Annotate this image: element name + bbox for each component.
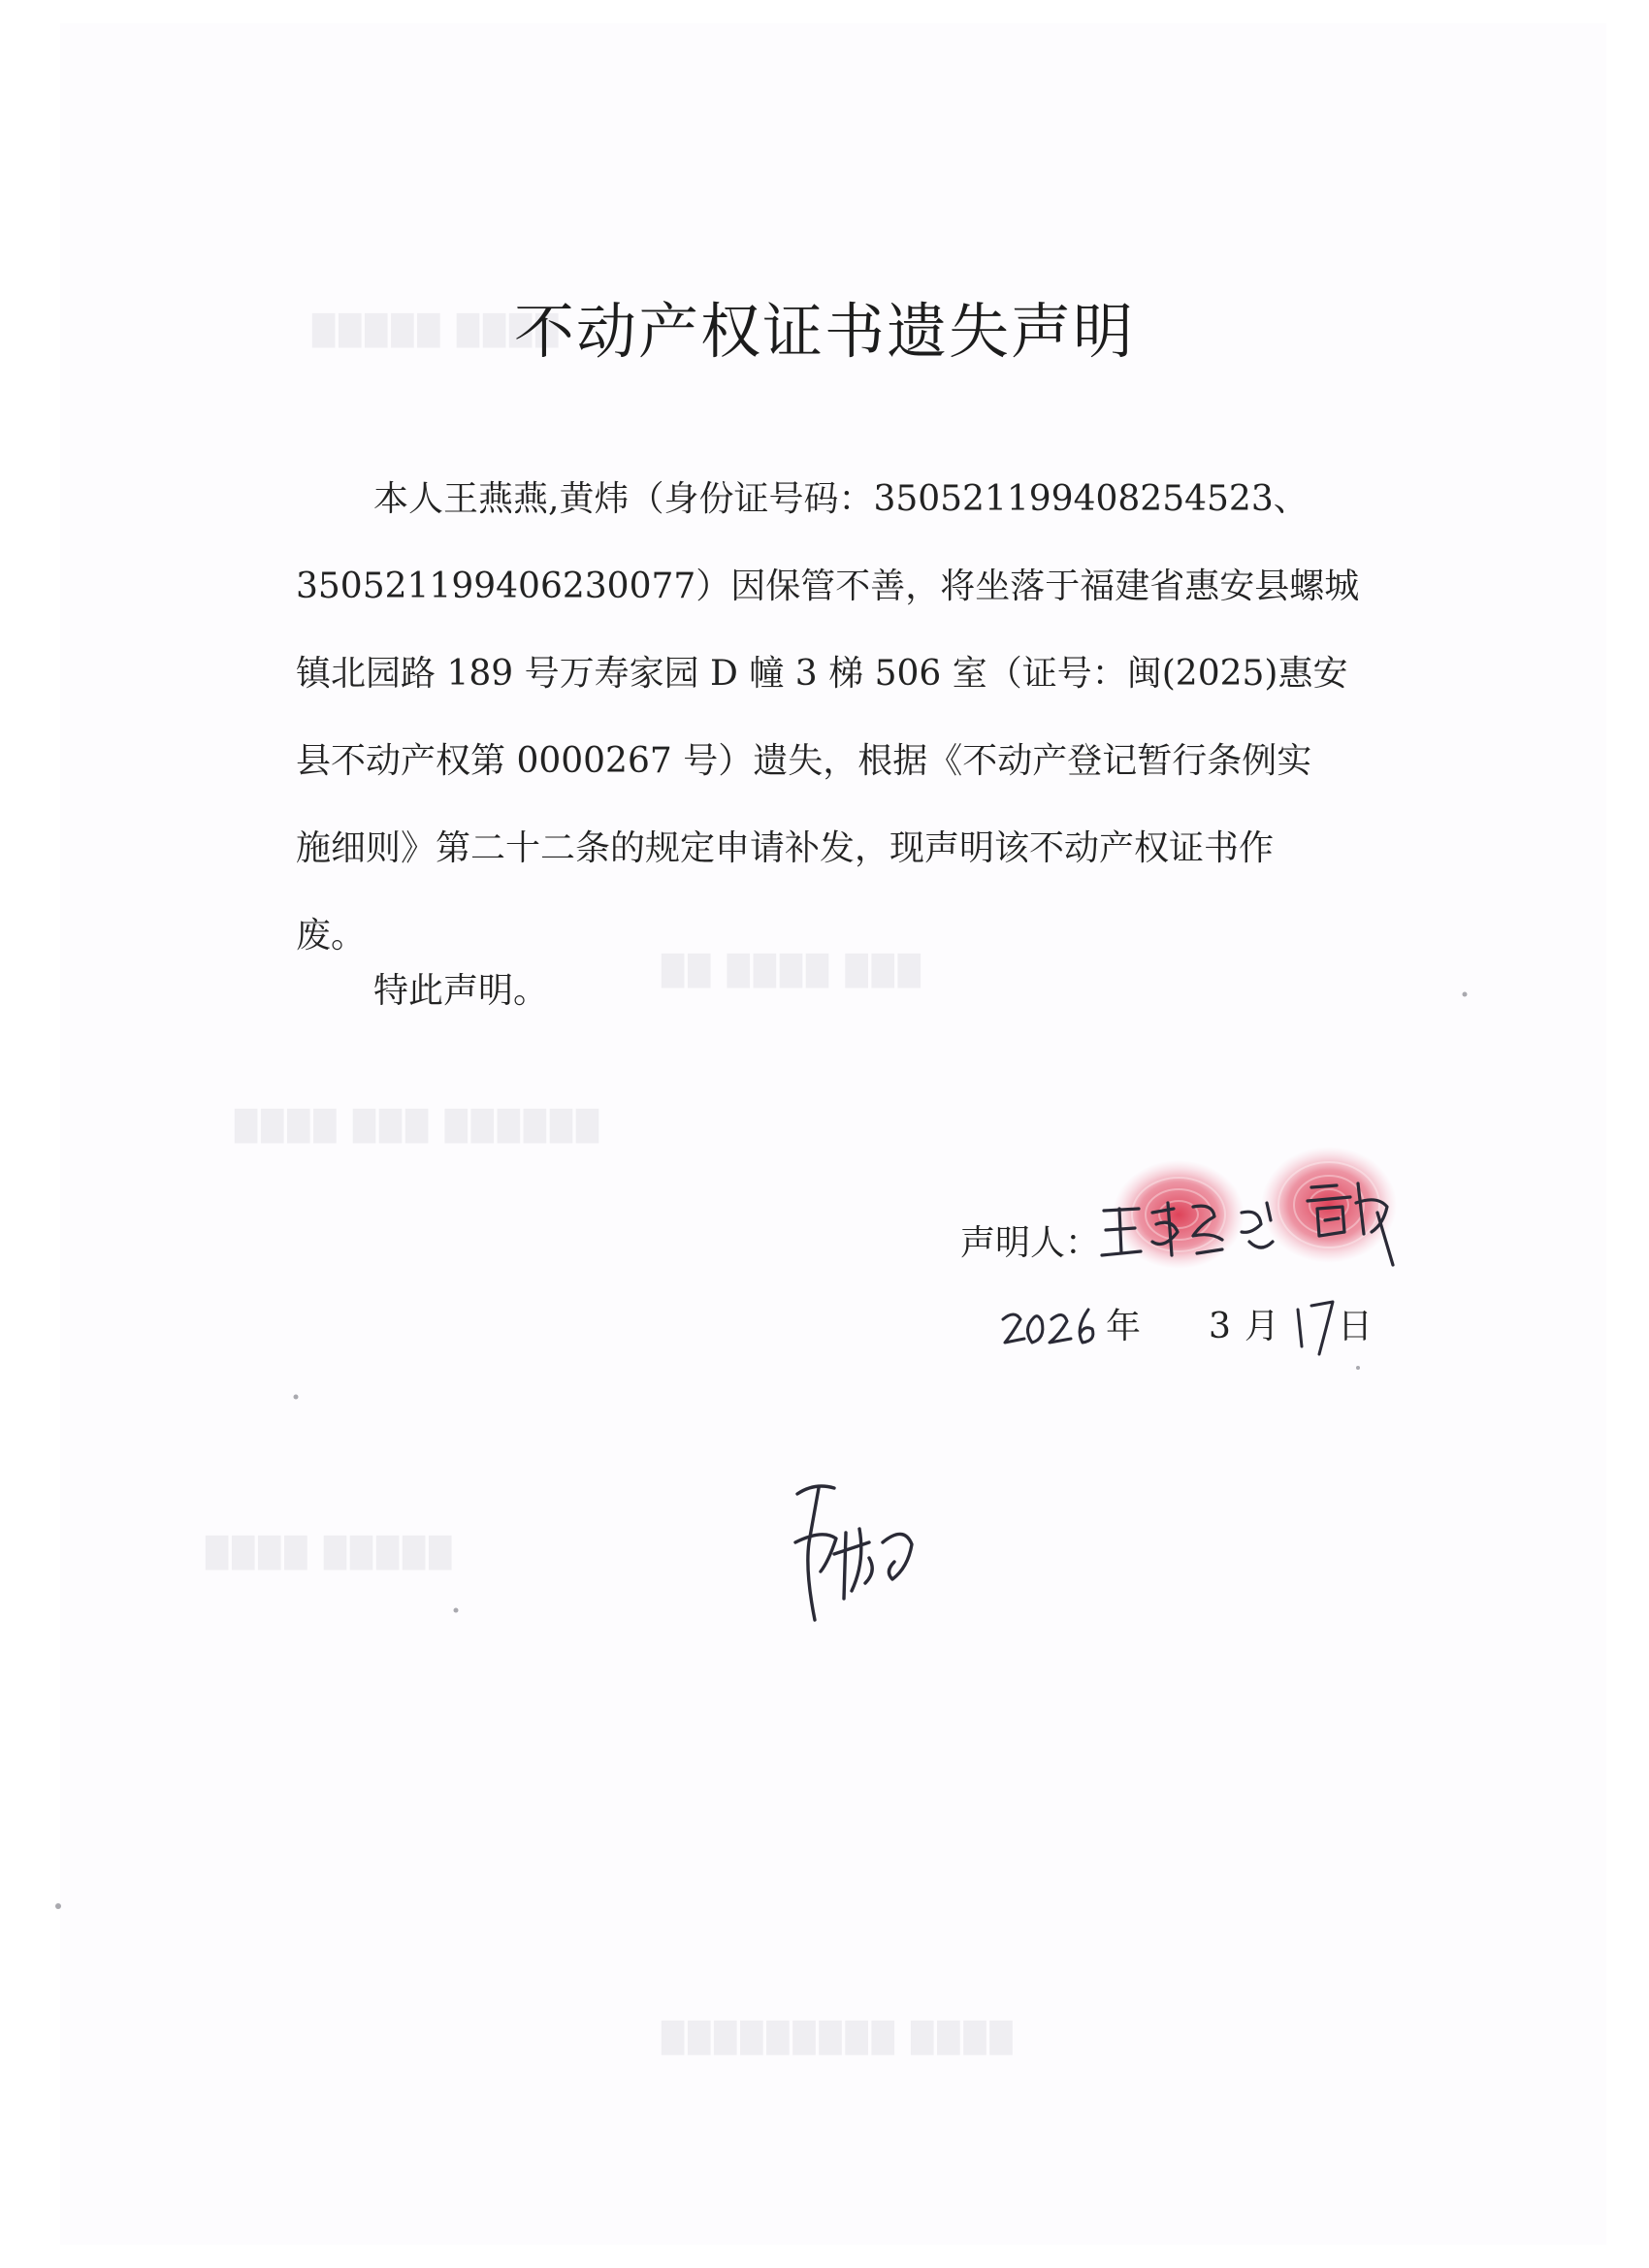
body-line: 废。 bbox=[296, 916, 367, 956]
declarant-label: 声明人： bbox=[960, 1223, 1101, 1263]
bleed-through-text: █████ ████ bbox=[312, 314, 563, 348]
month-value: 3 bbox=[1209, 1307, 1231, 1346]
body-line: 施细则》第二十二条的规定申请补发，现声明该不动产权证书作 bbox=[296, 828, 1275, 868]
bleed-through-text: █████████ ████ bbox=[662, 2022, 1017, 2056]
day-label: 日 bbox=[1337, 1307, 1373, 1346]
body-line: 本人王燕燕,黄炜（身份证号码：350521199408254523、 bbox=[373, 479, 1309, 519]
body-line: 县不动产权第 0000267 号）遗失，根据《不动产登记暂行条例实 bbox=[296, 741, 1312, 781]
body-line: 镇北园路 189 号万寿家园 D 幢 3 梯 506 室（证号：闽(2025)惠安 bbox=[296, 654, 1348, 694]
page-title: 不动产权证书遗失声明 bbox=[513, 296, 1135, 367]
closing-statement: 特此声明。 bbox=[373, 971, 549, 1011]
bleed-through-text: ██ ████ ███ bbox=[662, 955, 924, 988]
body-line: 350521199406230077）因保管不善，将坐落于福建省惠安县螺城 bbox=[296, 567, 1360, 606]
year-label: 年 bbox=[1106, 1307, 1142, 1346]
month-label: 月 bbox=[1244, 1307, 1279, 1346]
bleed-through-text: ████ █████ bbox=[206, 1537, 456, 1571]
bleed-through-text: ████ ███ ██████ bbox=[235, 1110, 602, 1144]
